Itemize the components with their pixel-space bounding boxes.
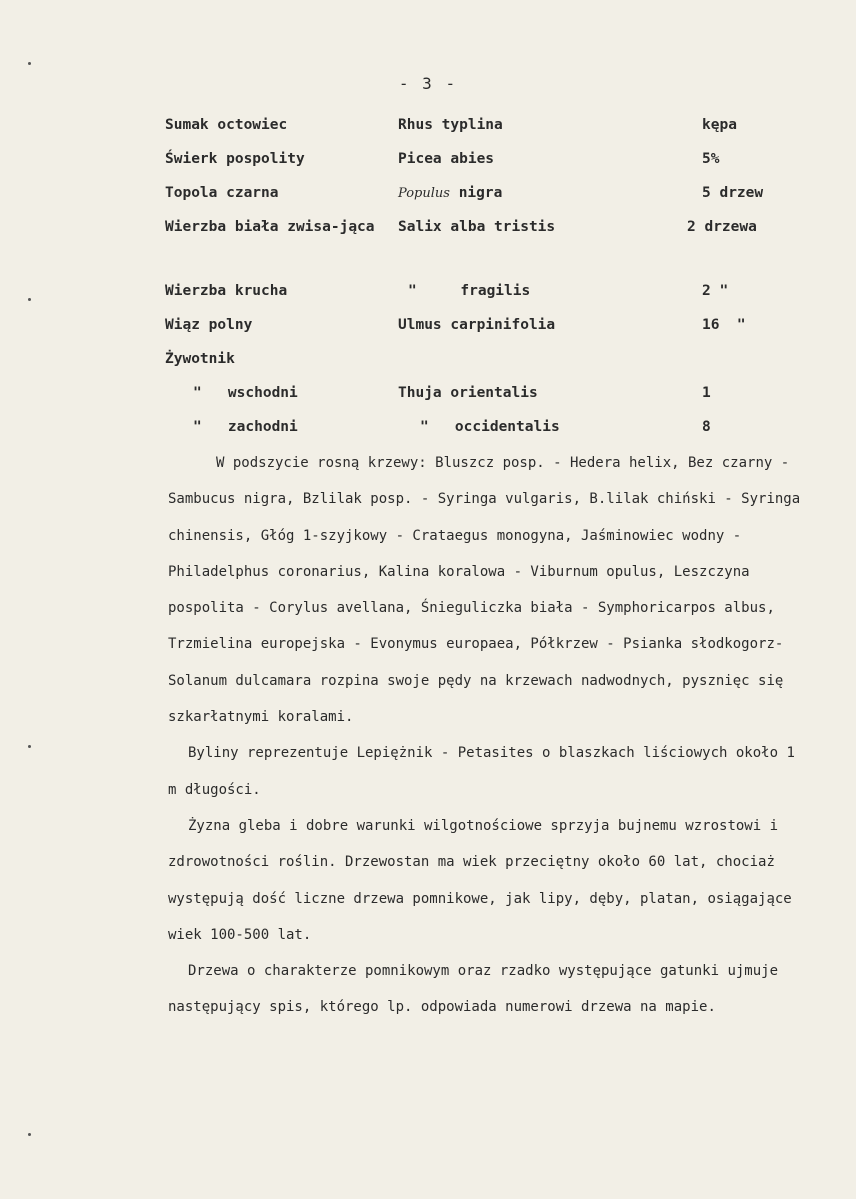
table-row	[165, 178, 805, 212]
latin-name: " fragilis	[408, 283, 531, 299]
species-table	[165, 110, 805, 446]
margin-dot	[28, 62, 31, 65]
table-row	[165, 344, 805, 378]
polish-name: " zachodni	[193, 419, 298, 435]
polish-name: Sumak octowiec	[165, 117, 288, 133]
polish-name: Wierzba krucha	[165, 283, 288, 299]
count: 1	[702, 385, 711, 401]
latin-name: Salix alba tristis	[398, 219, 556, 235]
table-row	[165, 412, 805, 446]
table-row	[165, 144, 805, 178]
paragraph: Byliny reprezentuje Lepiężnik - Petasites o blaszkach liściowych około 1 m długości.	[168, 745, 795, 798]
latin-name: Ulmus carpinifolia	[398, 317, 556, 333]
table-row	[165, 378, 805, 412]
latin-name: Rhus typlina	[398, 117, 503, 133]
table-row	[165, 212, 805, 276]
paragraph: Żyzna gleba i dobre warunki wilgotnościowe sprzyja bujnemu wzrostowi i zdrowotności roślin. Drzewostan ma wiek przeciętny około 60 lat, chociaż występują dość liczne drzewa pomnikowe, jak lipy, dęby, platan, osiągające wiek 100-500 lat.	[168, 817, 792, 943]
paragraph: Drzewa o charakterze pomnikowym oraz rzadko występujące gatunki ujmuje następujący spis, którego lp. odpowiada numerowi drzewa na mapie.	[168, 963, 779, 1016]
margin-dot	[28, 1133, 31, 1136]
polish-name: Topola czarna	[165, 185, 279, 201]
count: 8	[702, 419, 711, 435]
count: 5 drzew	[702, 185, 764, 201]
polish-name: " wschodni	[193, 385, 298, 401]
margin-dot	[28, 298, 31, 301]
latin-name: Thuja orientalis	[398, 385, 538, 401]
polish-name: Wiąz polny	[165, 317, 253, 333]
margin-dot	[28, 745, 31, 748]
page-number: - 3 -	[398, 74, 458, 93]
count: 2 drzewa	[687, 219, 757, 235]
table-row	[165, 310, 805, 344]
latin-name: " occidentalis	[420, 419, 560, 435]
count: kępa	[702, 117, 737, 133]
table-row	[165, 110, 805, 144]
count: 2 "	[702, 283, 729, 299]
count: 16 "	[702, 317, 746, 333]
paragraph: W podszycie rosną krzewy: Bluszcz posp. - Hedera helix, Bez czarny - Sambucus nigra, Bzlilak posp. - Syringa vulgaris, B.lilak chiński - Syringa chinensis, Głóg 1-szyjkowy - Crataegus monogyna, Jaśminowiec wodny - Philadelphus coronarius, Kalina koralowa - Viburnum opulus, Leszczyna pospolita - Corylus avellana, Śnieguliczka biała - Symphoricarpos albus, Trzmielina europejska - Evonymus europaea, Półkrzew - Psianka słodkogorz- Solanum dulcamara rozpina swoje pędy na krzewach nadwodnych, pysznięc się szkarłatnymi koralami.	[168, 455, 801, 726]
latin-species: nigra	[458, 185, 503, 201]
body-text	[168, 445, 808, 1026]
latin-name: Picea abies	[398, 151, 495, 167]
polish-name: Żywotnik	[165, 351, 235, 367]
latin-name	[398, 178, 502, 209]
handwritten-genus: Populus	[398, 186, 450, 201]
count: 5%	[702, 151, 720, 167]
table-row	[165, 276, 805, 310]
polish-name: Świerk pospolity	[165, 151, 305, 167]
polish-name: Wierzba biała zwisa-jąca	[165, 219, 375, 235]
